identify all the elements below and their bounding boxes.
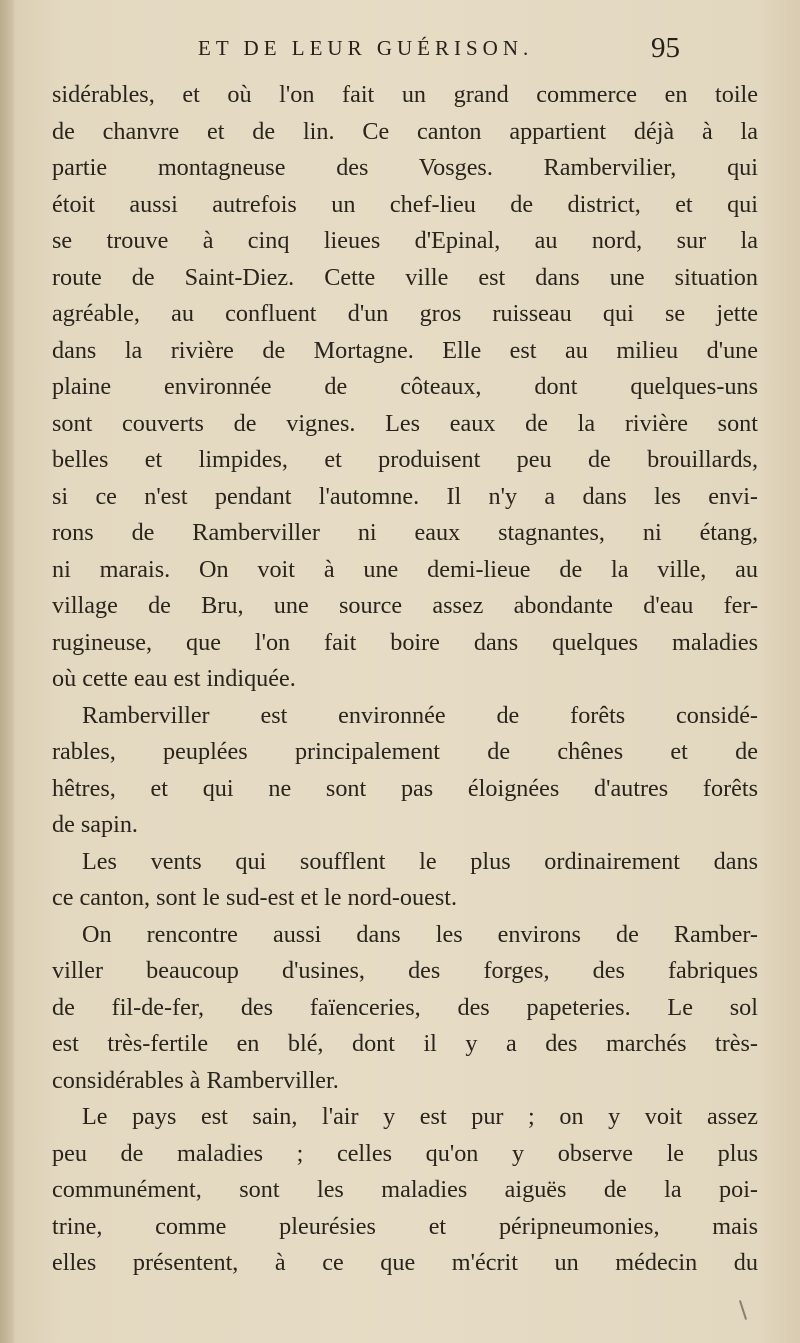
binding-edge <box>0 0 14 1343</box>
text-line: trine, comme pleurésies et péripneumonies, mais <box>52 1212 758 1240</box>
text-line: elles présentent, à ce que m'écrit un médecin du <box>52 1249 758 1276</box>
text-line: plaine environnée de côteaux, dont quelques-uns <box>52 373 758 400</box>
text-line: partie montagneuse des Vosges. Rambervilier, qui <box>52 154 758 181</box>
text-line: rables, peuplées principalement de chênes et de <box>52 738 758 765</box>
page-header <box>160 10 680 64</box>
text-line: peu de maladies ; celles qu'on y observe le plus <box>52 1139 758 1167</box>
text-line: sidérables, et où l'on fait un grand commerce en toile <box>52 81 758 108</box>
text-line: agréable, au confluent d'un gros ruisseau qui se jette <box>52 300 758 327</box>
text-line: hêtres, et qui ne sont pas éloignées d'autres forêts <box>52 774 758 802</box>
text-line: village de Bru, une source assez abondante d'eau fer- <box>52 592 758 619</box>
text-line: ni marais. On voit à une demi-lieue de la ville, au <box>52 555 758 583</box>
text-line: viller beaucoup d'usines, des forges, des fabriques <box>52 957 758 984</box>
text-line: où cette eau est indiquée. <box>52 665 296 692</box>
text-line: ce canton, sont le sud-est et le nord-ouest. <box>52 884 458 911</box>
stray-ink-mark <box>739 1300 747 1320</box>
text-line: est très-fertile en blé, dont il y a des marchés très- <box>52 1030 758 1057</box>
text-line: Les vents qui soufflent le plus ordinairement dans <box>82 847 758 875</box>
running-title: ET DE LEUR GUÉRISON. <box>198 36 534 60</box>
text-line: étoit aussi autrefois un chef-lieu de district, et qui <box>52 190 758 218</box>
text-line: se trouve à cinq lieues d'Epinal, au nord, sur la <box>52 227 758 254</box>
text-line: Ramberviller est environnée de forêts considé- <box>82 701 758 729</box>
text-line: Le pays est sain, l'air y est pur ; on y voit assez <box>82 1103 758 1130</box>
text-line: belles et limpides, et produisent peu de brouillards, <box>52 446 758 473</box>
text-line: route de Saint-Diez. Cette ville est dans une situation <box>52 263 758 291</box>
page-number: 95 <box>651 32 680 64</box>
text-line: sont couverts de vignes. Les eaux de la rivière sont <box>52 409 758 437</box>
text-line: de sapin. <box>52 811 138 838</box>
text-line: dans la rivière de Mortagne. Elle est au milieu d'une <box>52 336 758 364</box>
text-line: On rencontre aussi dans les environs de Ramber- <box>82 920 758 948</box>
text-line: de fil-de-fer, des faïenceries, des papeteries. Le sol <box>52 993 758 1021</box>
text-line: rons de Ramberviller ni eaux stagnantes, ni étang, <box>52 519 758 546</box>
text-line: communément, sont les maladies aiguës de la poi- <box>52 1176 758 1203</box>
text-line: rugineuse, que l'on fait boire dans quelques maladies <box>52 628 758 656</box>
text-line: de chanvre et de lin. Ce canton appartient déjà à la <box>52 117 758 145</box>
text-line: considérables à Ramberviller. <box>52 1066 339 1094</box>
text-line: si ce n'est pendant l'automne. Il n'y a dans les envi- <box>52 482 758 510</box>
body-text <box>52 77 758 1282</box>
